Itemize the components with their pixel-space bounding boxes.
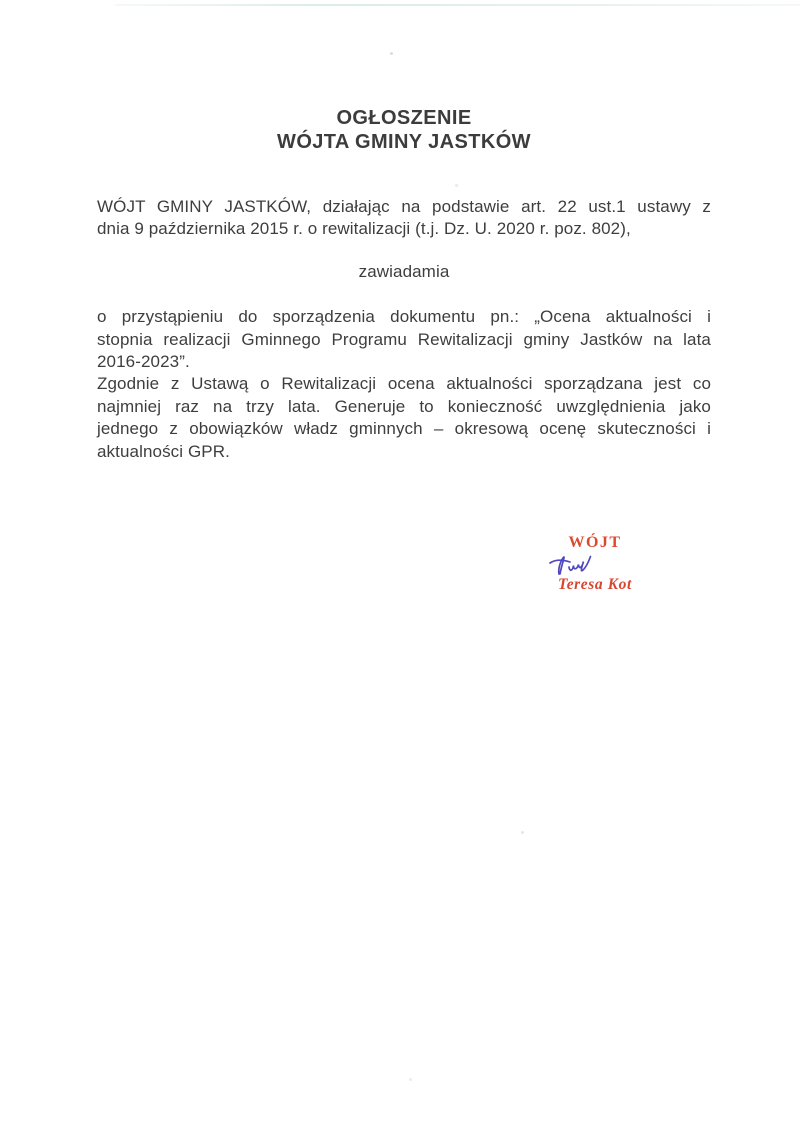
body-paragraph-1 (97, 306, 711, 373)
scan-speck (521, 831, 524, 834)
scan-speck (390, 52, 393, 55)
body-paragraph-2 (97, 373, 711, 463)
document-content (97, 106, 711, 463)
intro-line: WÓJT GMINY JASTKÓW, działając na podstawie art. 22 ust.1 ustawy z (97, 197, 711, 216)
body1-line: 2016-2023”. (97, 352, 190, 372)
signature-block (545, 534, 645, 594)
document-title (97, 106, 711, 154)
body2-line: aktualności GPR. (97, 441, 230, 461)
intro-paragraph (97, 196, 711, 241)
body1-line: stopnia realizacji Gminnego Programu Rewitalizacji gminy Jastków na lata (97, 329, 711, 349)
body1-line: o przystąpieniu do sporządzenia dokumentu pn.: „Ocena aktualności i (97, 307, 711, 327)
body2-line: Zgodnie z Ustawą o Rewitalizacji ocena aktualności sporządzana jest co (97, 374, 711, 394)
intro-line: dnia 9 października 2015 r. o rewitalizacji (t.j. Dz. U. 2020 r. poz. 802), (97, 219, 631, 239)
signature-role-stamp: WÓJT (568, 534, 622, 551)
keyword-zawiadamia: zawiadamia (358, 261, 450, 281)
scan-artifact-line (115, 4, 800, 6)
title-line-2: WÓJTA GMINY JASTKÓW (277, 131, 531, 153)
title-line-1: OGŁOSZENIE (336, 107, 472, 129)
body2-line: jednego z obowiązków władz gminnych – okresową ocenę skuteczności i (97, 419, 711, 439)
body2-line: najmniej raz na trzy lata. Generuje to konieczność uwzględnienia jako (97, 396, 711, 416)
scan-speck (409, 1078, 412, 1081)
signature-name-stamp: Teresa Kot (558, 576, 632, 593)
